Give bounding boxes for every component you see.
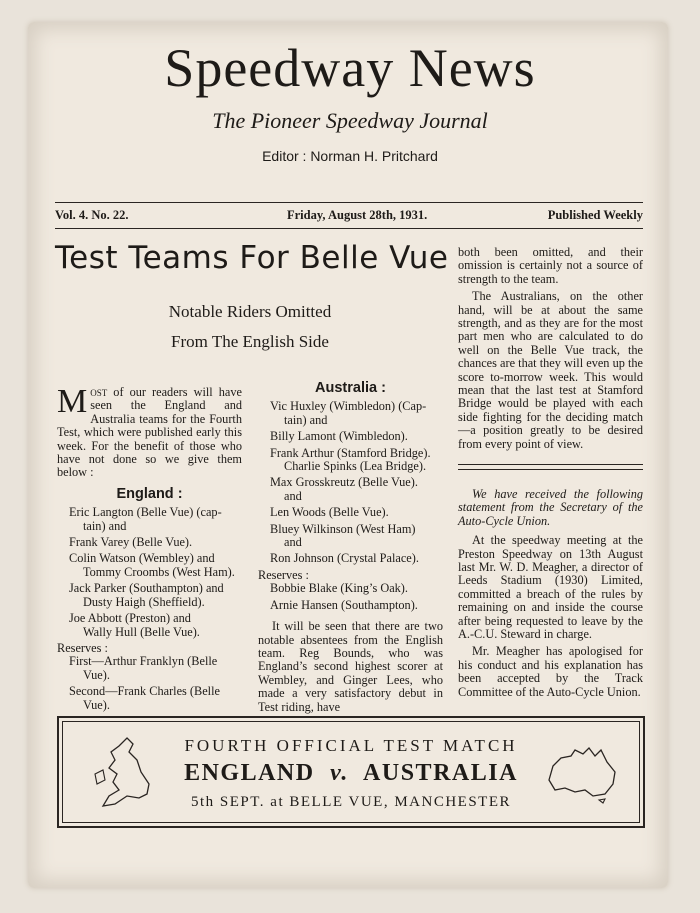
newspaper-subtitle: The Pioneer Speedway Journal [212,108,488,133]
australia-rider-entry: Billy Lamont (Wimbledon). [270,429,408,444]
australia-rider-entry: Len Woods (Belle Vue). [270,505,389,520]
advert-line-1: FOURTH OFFICIAL TEST MATCH [184,736,518,755]
england-team-list [57,506,242,639]
advert-line-3: 5th SEPT. at BELLE VUE, MANCHESTER [190,794,512,810]
issue-bar [55,206,643,226]
top-rule [55,202,643,203]
middle-paragraph: It will be seen that there are two notable absentees from the English team. Reg Bounds, who was England’s second highest scorer at Wembley, and Ginger Lees, who made a very satisfactory debut in Test riding, have [258,619,443,714]
intro-paragraph: Most of our readers will have seen the England and Australia teams for the Fourth Test, which were published early this week. For the benefit of those who have not done so we give them below : [57,383,242,480]
australia-reserves-label: Reserves : [258,567,309,582]
notice-column [458,488,643,699]
editor-line: Editor : Norman H. Pritchard [262,148,438,164]
australia-reserve-entry: Bobbie Blake (King’s Oak). [270,581,408,596]
england-heading: England : [116,485,183,502]
australia-map-icon [545,744,619,804]
australia-rider-entry: Bluey Wilkinson (West Ham) and [270,521,416,550]
left-column [57,383,242,715]
england-reserves-label: Reserves : [57,640,108,655]
england-reserves-list [57,655,242,712]
middle-column [258,382,443,714]
australia-reserves-list [258,582,443,612]
article-subhead-2: From The English Side [171,332,329,351]
australia-rider-entry: Max Grosskreutz (Belle Vue). and [270,475,418,503]
newspaper-title: Speedway News [164,38,536,98]
england-rider-entry: Joe Abbott (Preston) and Wally Hull (Belle Vue). [69,611,200,639]
article-subhead-1: Notable Riders Omitted [168,302,332,321]
column-divider-top [458,464,643,465]
drop-cap: M [57,383,88,420]
australia-team-list [258,400,443,565]
notice-intro: We have received the following statement from the Secretary of the Auto-Cycle Union. [458,487,643,528]
test-match-advert [57,716,645,828]
right-paragraph-1: both been omitted, and their omission is certainly not a source of strength to the team. [458,245,643,286]
notice-paragraph-1: At the speedway meeting at the Preston Speedway on 13th August last Mr. W. D. Meagher, a director of Leeds Stadium (1930) Limited, committed a breach of the rules by remaining on and inside the course after being requested to leave by the A.-C.U. Steward in charge. [458,533,643,642]
publish-frequency: Published Weekly [547,208,643,222]
australia-reserve-entry: Arnie Hansen (Southampton). [270,597,418,612]
notice-paragraph-2: Mr. Meagher has apologised for his conduct and his explanation has been accepted by the Track Committee of the Auto-Cycle Union. [458,644,643,699]
england-rider-entry: Frank Varey (Belle Vue). [69,535,193,550]
issue-bar-rule [55,228,643,229]
advert-line-2: ENGLAND v. AUSTRALIA [184,760,518,786]
england-map-icon [89,734,159,812]
column-divider-bottom [458,469,643,470]
article-headline: Test Teams For Belle Vue [55,240,449,276]
australia-heading: Australia : [315,380,386,396]
england-rider-entry: Colin Watson (Wembley) and Tommy Croombs (West Ham). [69,551,235,579]
australia-rider-entry: Frank Arthur (Stamford Bridge). Charlie Spinks (Lea Bridge). [270,445,431,474]
issue-date: Friday, August 28th, 1931. [287,208,428,222]
england-reserve-entry: Second—Frank Charles (Belle Vue). [69,684,220,712]
volume-number: Vol. 4. No. 22. [55,208,129,222]
australia-rider-entry: Ron Johnson (Crystal Palace). [270,551,419,566]
right-paragraph-2: The Australians, on the other hand, will be at about the same strength, and as they are for the most part men who are calculated to do well on the Belle Vue track, the chances are that they will even up the score to-morrow week. This would mean that the last test at Stamford Bridge would be played with each side fighting for the deciding match—a position greatly to be desired from every point of view. [458,289,643,451]
england-rider-entry: Jack Parker (Southampton) and Dusty Haigh (Sheffield). [69,581,224,609]
masthead [0,38,700,164]
england-reserve-entry: First—Arthur Franklyn (Belle Vue). [69,654,218,682]
australia-rider-entry: Vic Huxley (Wimbledon) (Cap- tain) and [270,399,427,427]
england-rider-entry: Eric Langton (Belle Vue) (cap- tain) and [69,505,222,533]
right-column [458,246,643,451]
